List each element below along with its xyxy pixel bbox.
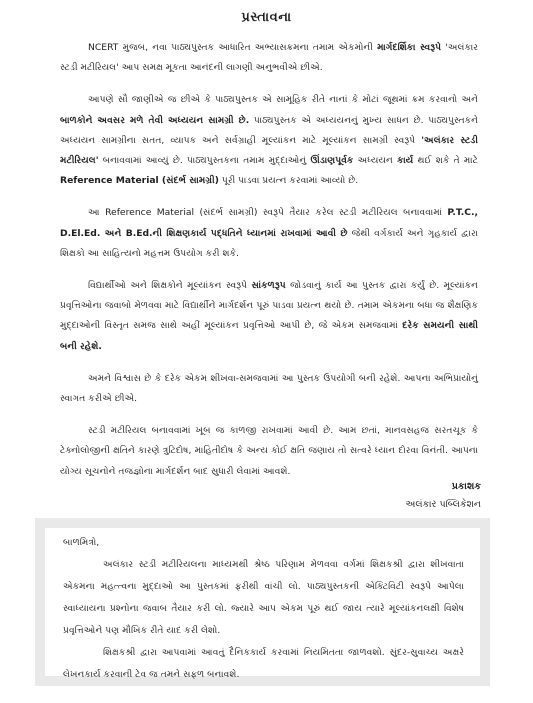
emphasis-text: ઊંડાણપૂર્વક xyxy=(310,155,354,167)
emphasis-text: કાર્ય xyxy=(397,155,414,167)
publisher-label: પ્રકાશક xyxy=(451,481,481,492)
page-title: પ્રસ્તાવના xyxy=(241,10,292,25)
paragraph-text: આપણે સૌ જાણીએ જ છીએ કે પાઠ્યપુસ્તક એ સામૂહિક રીતે નાનાં કે મોટાં જૂથમાં ક્રમ કરવાનો અને xyxy=(88,94,478,106)
publisher-name: અલંકાર પબ્લિકેશન xyxy=(405,499,481,510)
student-note-box xyxy=(35,518,490,686)
paragraph-text: પૂરી પાડવા પ્રયત્ન કરવામાં આવ્યો છે. xyxy=(218,175,359,187)
paragraph-text: જોડવાનું કાર્ય આ પુસ્તક દ્વારા કર્યું છે. મૂલ્યાંકન પ્રવૃત્તિઓના જવાબો મેળવવા માટે વિદ્યાર્થીને માર્ગદર્શન પૂરું પાડવા પ્રયત્ન થયો છે. તમામ એકમના બધા જ શૈક્ષણિક મુદ્દાઓની વિસ્તૃત સમજ સાથે અહીં મૂલ્યાંકન પ્રવૃત્તિઓ આપી છે, જે એકમ સમજવામાં xyxy=(60,280,478,332)
paragraph-text: વિદ્યાર્થીઓ અને શિક્ષકોને મૂલ્યાંકન સ્વરૂપે xyxy=(88,280,252,292)
paragraph-text: જેથી વર્ગકાર્ય અને ગૃહકાર્ય દ્વારા શિક્ષકો આ સાહિત્યનો મહત્તમ ઉપયોગ કરી શકે. xyxy=(60,227,478,259)
body-paragraph xyxy=(60,276,478,357)
note-paragraph: અલંકાર સ્ટડી મટીરિયલના માધ્યમથી શ્રેષ્ઠ પરિણામ મેળવવા વર્ગમાં શિક્ષકશ્રી દ્વારા શીખવાતા એકમના મહત્ત્વના મુદ્દાઓ આ પુસ્તકમાં ફરીથી વાંચી લો. પાઠ્યપુસ્તકની એક્ટિવિટી સ્વરૂપે આપેલા સ્વાધ્યાયના પ્રશ્નોના જવાબ તૈયાર કરી લો. જ્યારે આપ એકમ પૂરું થઈ જાય ત્યારે મૂલ્યાંકનલક્ષી વિશેષ પ્રવૃત્તિઓને પણ મૌખિક રીતે યાદ કરી લેશો. xyxy=(63,559,464,636)
paragraph-text: અમને વિશ્વાસ છે કે દરેક એકમ શીખવા-સમજવામાં આ પુસ્તક ઉપયોગી બની રહેશે. આપના અભિપ્રાયોનું સ્વાગત કરીએ છીએ. xyxy=(60,372,478,405)
emphasis-text: 'અલંકાર સ્ટડી મટીરિયલ' xyxy=(60,134,478,167)
paragraph-text: સ્ટડી મટીરિયલ બનાવવામાં ખૂબ જ કાળજી રાખવામાં આવી છે. આમ છતાં, માનવસહજ સરતચૂક કે ટેક્નોલોજીની ક્ષતિને કારણે ત્રુટિદોષ, માહિતીદોષ કે અન્ય કોઈ ક્ષતિ જણાય તો સત્વરે ધ્યાન દોરવા વિનંતી. આપના યોગ્ય સૂચનોને તજજ્ઞોના માર્ગદર્શન બાદ સુધારી લેવામાં આવશે. xyxy=(60,425,478,477)
body-paragraph xyxy=(60,203,478,264)
preface-body xyxy=(60,38,478,494)
note-paragraph: શિક્ષકશ્રી દ્વારા આપવામાં આવતું દૈનિકકાર્ય કરવામાં નિયમિતતા જાળવશો. સુંદર-સુવાચ્ય અક્ષરે લેખનકાર્ય કરવાની ટેવ જ તમને સફળ બનાવશે. xyxy=(63,647,464,680)
paragraph-text: NCERT મુજબ, નવા પાઠ્યપુસ્તક આધારિત અભ્યાસક્રમના તમામ એકમોની xyxy=(88,42,378,53)
emphasis-text: P.T.C., D.El.Ed. અને B.Ed.ની શિક્ષણકાર્ય પદ્ધતિને ધ્યાનમાં રાખવામાં આવી છે xyxy=(60,207,478,239)
paragraph-text: અધ્યયન xyxy=(353,155,398,167)
note-greeting: બાળમિત્રો, xyxy=(63,537,100,548)
publisher-block xyxy=(405,478,481,514)
paragraph-text: બનાવવામાં આવ્યું છે. પાઠ્યપુસ્તકના તમામ મુદ્દાઓનું xyxy=(98,155,311,167)
body-paragraph xyxy=(60,369,478,409)
body-paragraph xyxy=(60,421,478,482)
body-paragraph xyxy=(60,90,478,191)
emphasis-text: Reference Material (સંદર્ભ સામગ્રી) xyxy=(60,175,219,187)
emphasis-text: દરેક સમયની સાથી બની રહેશે. xyxy=(60,320,478,352)
paragraph-text: આ Reference Material (સંદર્ભ સામગ્રી) સ્વરૂપે તૈયાર કરેલ સ્ટડી મટીરિયલ બનાવવામાં xyxy=(88,207,448,219)
paragraph-text: થઈ શકે તે માટે xyxy=(413,155,478,167)
paragraph-text: પાઠ્યપુસ્તક એ અધ્યયનનું મુખ્ય સાધન છે. પાઠ્યપુસ્તકને અધ્યયન સામગ્રીના સતત, વ્યાપક અને સર્વગ્રાહી મૂલ્યાંકન માટે મૂલ્યાંકન સામગ્રી સ્વરૂપે xyxy=(60,114,478,146)
emphasis-text: સાંકળરૂપ xyxy=(251,280,286,292)
paragraph-text: 'અલંકાર સ્ટડી મટીરિયલ' આપ સમક્ષ મૂકતા આનંદની લાગણી અનુભવીએ છીએ. xyxy=(60,42,478,74)
emphasis-text: માર્ગદર્શિકા સ્વરૂપે xyxy=(377,42,442,53)
emphasis-text: બાળકોને અવસર મળે તેવી અધ્યયન સામગ્રી છે. xyxy=(60,114,250,126)
body-paragraph xyxy=(60,38,478,78)
